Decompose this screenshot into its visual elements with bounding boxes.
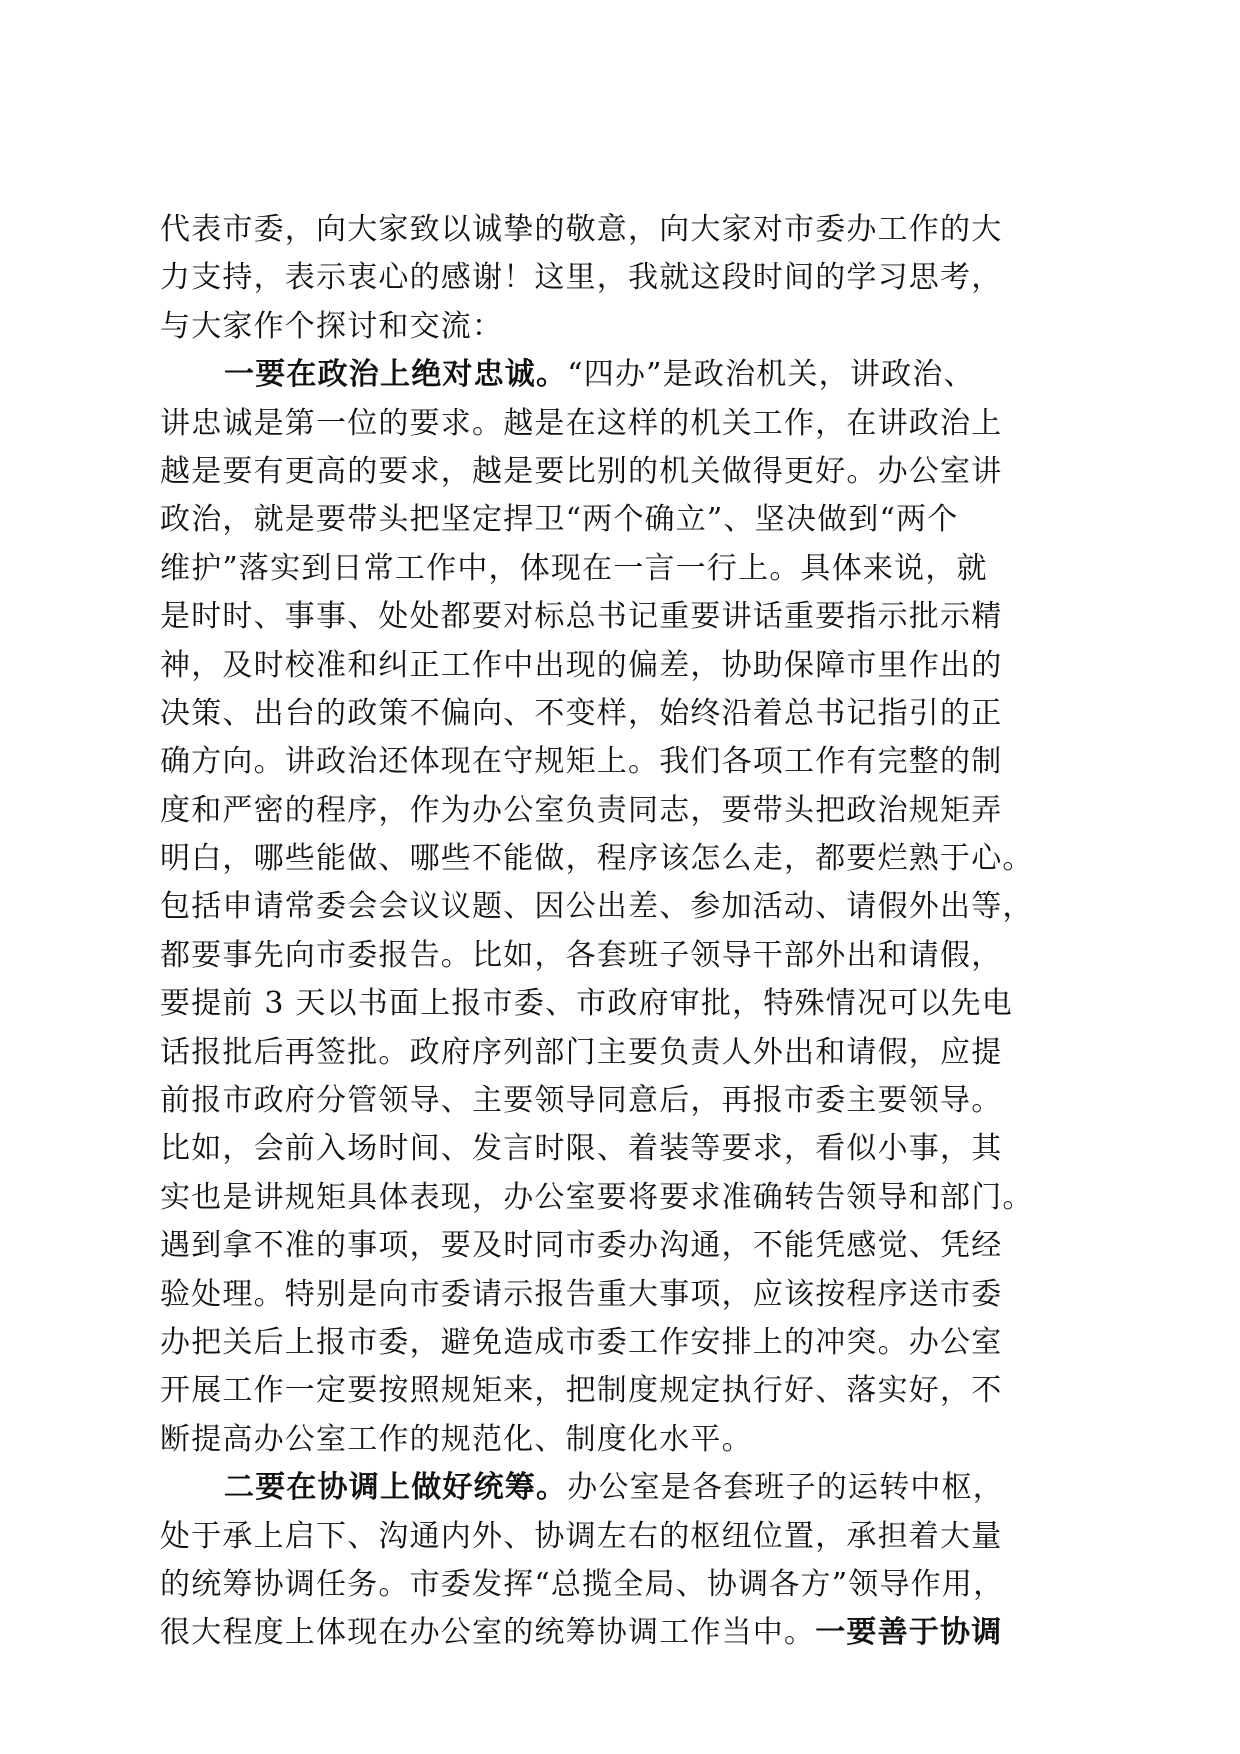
text-line: [160, 1271, 1080, 1319]
text-run: 处于承上启下、沟通内外、协调左右的枢纽位置，承担着大量: [160, 1518, 1003, 1554]
text-line: [160, 1222, 1080, 1270]
text-line: [160, 593, 1080, 641]
text-line: [160, 883, 1080, 931]
text-run: 明白，哪些能做、哪些不能做，程序该怎么走，都要烂熟于心。: [160, 841, 1034, 877]
text-line: [160, 787, 1080, 835]
paragraph-political-loyalty: [160, 351, 1080, 1464]
text-run: “四办”是政治机关，讲政治、: [567, 357, 975, 393]
subsection-heading: 一要善于协调: [815, 1615, 1003, 1651]
paragraph-coordination: [160, 1464, 1080, 1658]
text-run: 确方向。讲政治还体现在守规矩上。我们各项工作有完整的制: [160, 744, 1003, 780]
text-line: [160, 1513, 1080, 1561]
text-line: [160, 980, 1080, 1028]
text-run: 维护”落实到日常工作中，体现在一言一行上。具体来说，就: [160, 550, 988, 586]
text-line: [160, 1174, 1080, 1222]
document-body: [160, 206, 1080, 1658]
text-run: 办公室是各套班子的运转中枢，: [567, 1470, 1005, 1506]
text-run: 代表市委，向大家致以诚挚的敬意，向大家对市委办工作的大: [160, 212, 1003, 247]
text-line: [160, 1367, 1080, 1415]
text-run: 前报市政府分管领导、主要领导同意后，再报市委主要领导。: [160, 1083, 1003, 1119]
text-line: [160, 642, 1080, 690]
text-line: [160, 545, 1080, 593]
text-run: 越是要有更高的要求，越是要比别的机关做得更好。办公室讲: [160, 453, 1003, 489]
text-run: 实也是讲规矩具体表现，办公室要将要求准确转告领导和部门。: [160, 1179, 1034, 1215]
text-run: 办把关后上报市委，避免造成市委工作安排上的冲突。办公室: [160, 1324, 1003, 1360]
text-line: [160, 206, 1080, 254]
text-run: 比如，会前入场时间、发言时限、着装等要求，看似小事，其: [160, 1131, 1003, 1167]
text-run: 遇到拿不准的事项，要及时同市委办沟通，不能凭感觉、凭经: [160, 1228, 1003, 1264]
text-run: 的统筹协调任务。市委发挥“总揽全局、协调各方”领导作用，: [160, 1566, 1005, 1602]
text-line: [160, 496, 1080, 544]
text-line: [160, 303, 1080, 351]
text-line: [160, 835, 1080, 883]
text-run: 度和严密的程序，作为办公室负责同志，要带头把政治规矩弄: [160, 792, 1003, 828]
text-run: 与大家作个探讨和交流：: [160, 308, 504, 344]
text-run: 力支持，表示衷心的感谢！这里，我就这段时间的学习思考，: [160, 260, 1003, 296]
text-run: 话报批后再签批。政府序列部门主要负责人外出和请假，应提: [160, 1034, 1003, 1070]
text-run: 神，及时校准和纠正工作中出现的偏差，协助保障市里作出的: [160, 647, 1003, 683]
text-line: [160, 1464, 1080, 1512]
section-heading: 二要在协调上做好统筹。: [224, 1470, 568, 1506]
text-line: [160, 1077, 1080, 1125]
text-line: [160, 448, 1080, 496]
text-line: [160, 932, 1080, 980]
text-line: [160, 1125, 1080, 1173]
text-line: [160, 254, 1080, 302]
text-line: [160, 1609, 1080, 1657]
paragraph-intro: [160, 206, 1080, 351]
text-line: [160, 738, 1080, 786]
text-run: 断提高办公室工作的规范化、制度化水平。: [160, 1421, 753, 1457]
text-run: 要提前 3 天以书面上报市委、市政府审批，特殊情况可以先电: [160, 986, 1013, 1022]
text-run: 很大程度上体现在办公室的统筹协调工作当中。: [160, 1615, 816, 1651]
text-run: 是时时、事事、处处都要对标总书记重要讲话重要指示批示精: [160, 599, 1003, 635]
text-run: 开展工作一定要按照规矩来，把制度规定执行好、落实好，不: [160, 1373, 1003, 1409]
text-run: 讲忠诚是第一位的要求。越是在这样的机关工作，在讲政治上: [160, 405, 1003, 441]
text-run: 决策、出台的政策不偏向、不变样，始终沿着总书记指引的正: [160, 695, 1003, 731]
text-line: [160, 1319, 1080, 1367]
text-line: [160, 351, 1080, 399]
section-heading: 一要在政治上绝对忠诚。: [224, 357, 568, 393]
text-line: [160, 1029, 1080, 1077]
text-line: [160, 1416, 1080, 1464]
text-run: 都要事先向市委报告。比如，各套班子领导干部外出和请假，: [160, 937, 1003, 973]
text-line: [160, 690, 1080, 738]
text-run: 验处理。特别是向市委请示报告重大事项，应该按程序送市委: [160, 1276, 1003, 1312]
text-line: [160, 400, 1080, 448]
text-run: 政治，就是要带头把坚定捍卫“两个确立”、坚决做到“两个: [160, 502, 959, 538]
text-line: [160, 1561, 1080, 1609]
text-run: 包括申请常委会会议议题、因公出差、参加活动、请假外出等，: [160, 889, 1034, 925]
